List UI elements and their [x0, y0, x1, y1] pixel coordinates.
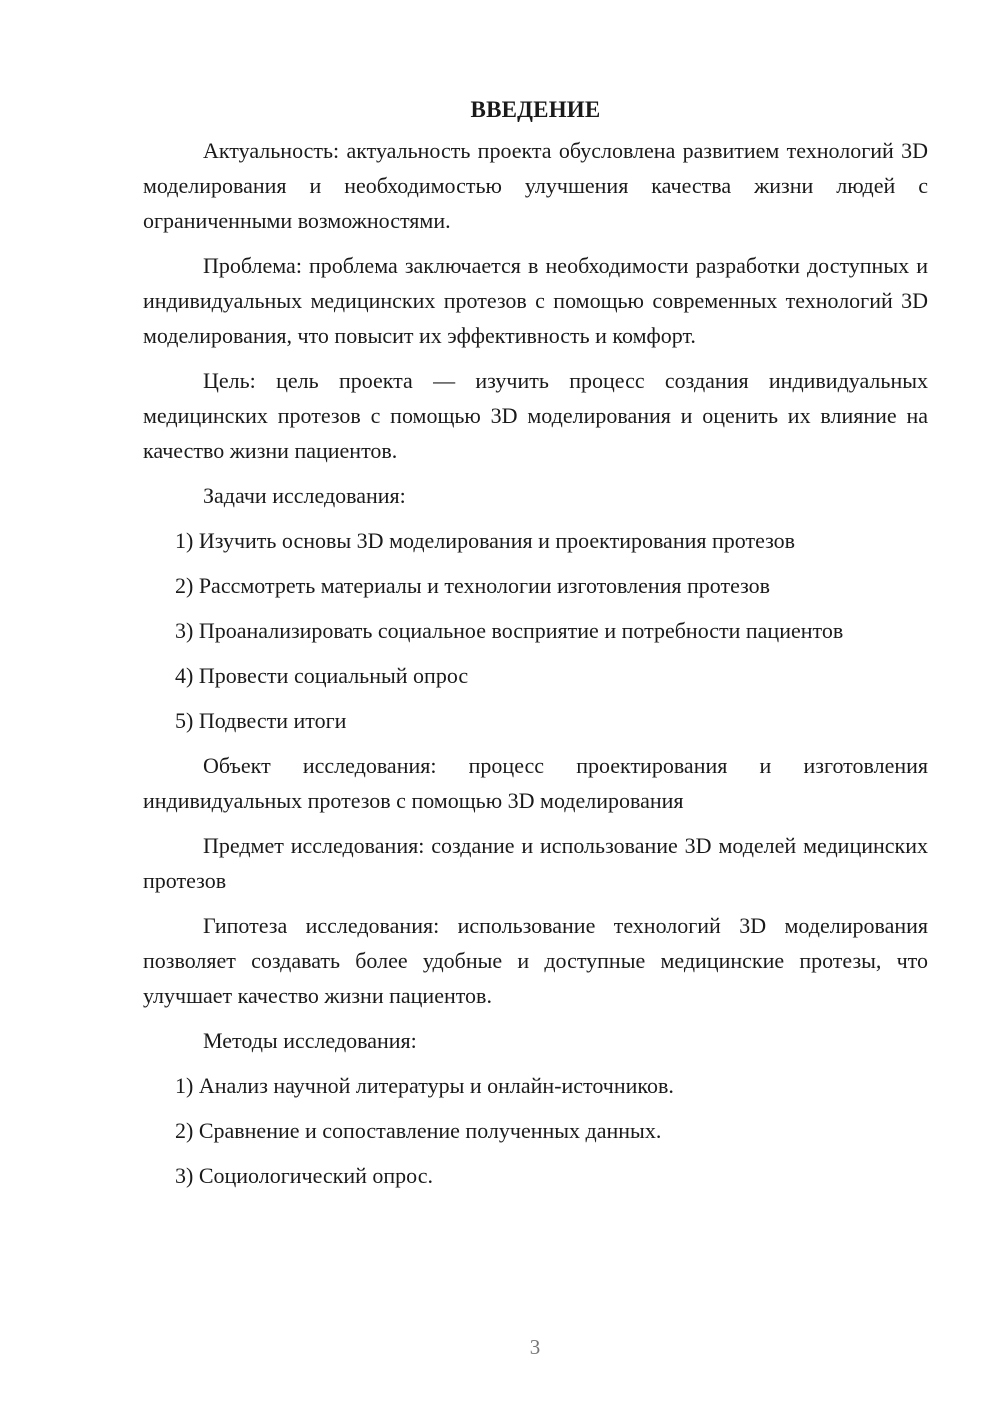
relevance-paragraph: Актуальность: актуальность проекта обусловлена развитием технологий 3D моделирования и необходимостью улучшения качества жизни людей с ограниченными возможностями.: [143, 138, 928, 233]
method-item-3: 3) Социологический опрос.: [175, 1163, 433, 1188]
hypothesis-paragraph: Гипотеза исследования: использование технологий 3D моделирования позволяет создавать более удобные и доступные медицинские протезы, что улучшает качество жизни пациентов.: [143, 913, 928, 1008]
page-number: 3: [529, 1335, 541, 1359]
method-item-2: 2) Сравнение и сопоставление полученных данных.: [175, 1118, 662, 1143]
methods-title: Методы исследования:: [203, 1028, 417, 1053]
subject-paragraph: Предмет исследования: создание и использование 3D моделей медицинских протезов: [143, 833, 928, 893]
method-item-1: 1) Анализ научной литературы и онлайн-источников.: [175, 1073, 674, 1098]
page-title: ВВЕДЕНИЕ: [470, 97, 601, 122]
task-item-1: 1) Изучить основы 3D моделирования и проектирования протезов: [175, 528, 796, 553]
problem-paragraph: Проблема: проблема заключается в необходимости разработки доступных и индивидуальных медицинских протезов с помощью современных технологий 3D моделирования, что повысит их эффективность и комфорт.: [143, 253, 928, 348]
object-paragraph: Объект исследования: процесс проектирования и изготовления индивидуальных протезов с помощью 3D моделирования: [143, 753, 928, 813]
task-item-4: 4) Провести социальный опрос: [175, 663, 469, 688]
task-item-3: 3) Проанализировать социальное восприятие и потребности пациентов: [175, 618, 844, 643]
tasks-title: Задачи исследования:: [203, 483, 406, 508]
task-item-5: 5) Подвести итоги: [175, 708, 347, 733]
goal-paragraph: Цель: цель проекта — изучить процесс создания индивидуальных медицинских протезов с помощью 3D моделирования и оценить их влияние на качество жизни пациентов.: [143, 368, 928, 463]
task-item-2: 2) Рассмотреть материалы и технологии изготовления протезов: [175, 573, 771, 598]
